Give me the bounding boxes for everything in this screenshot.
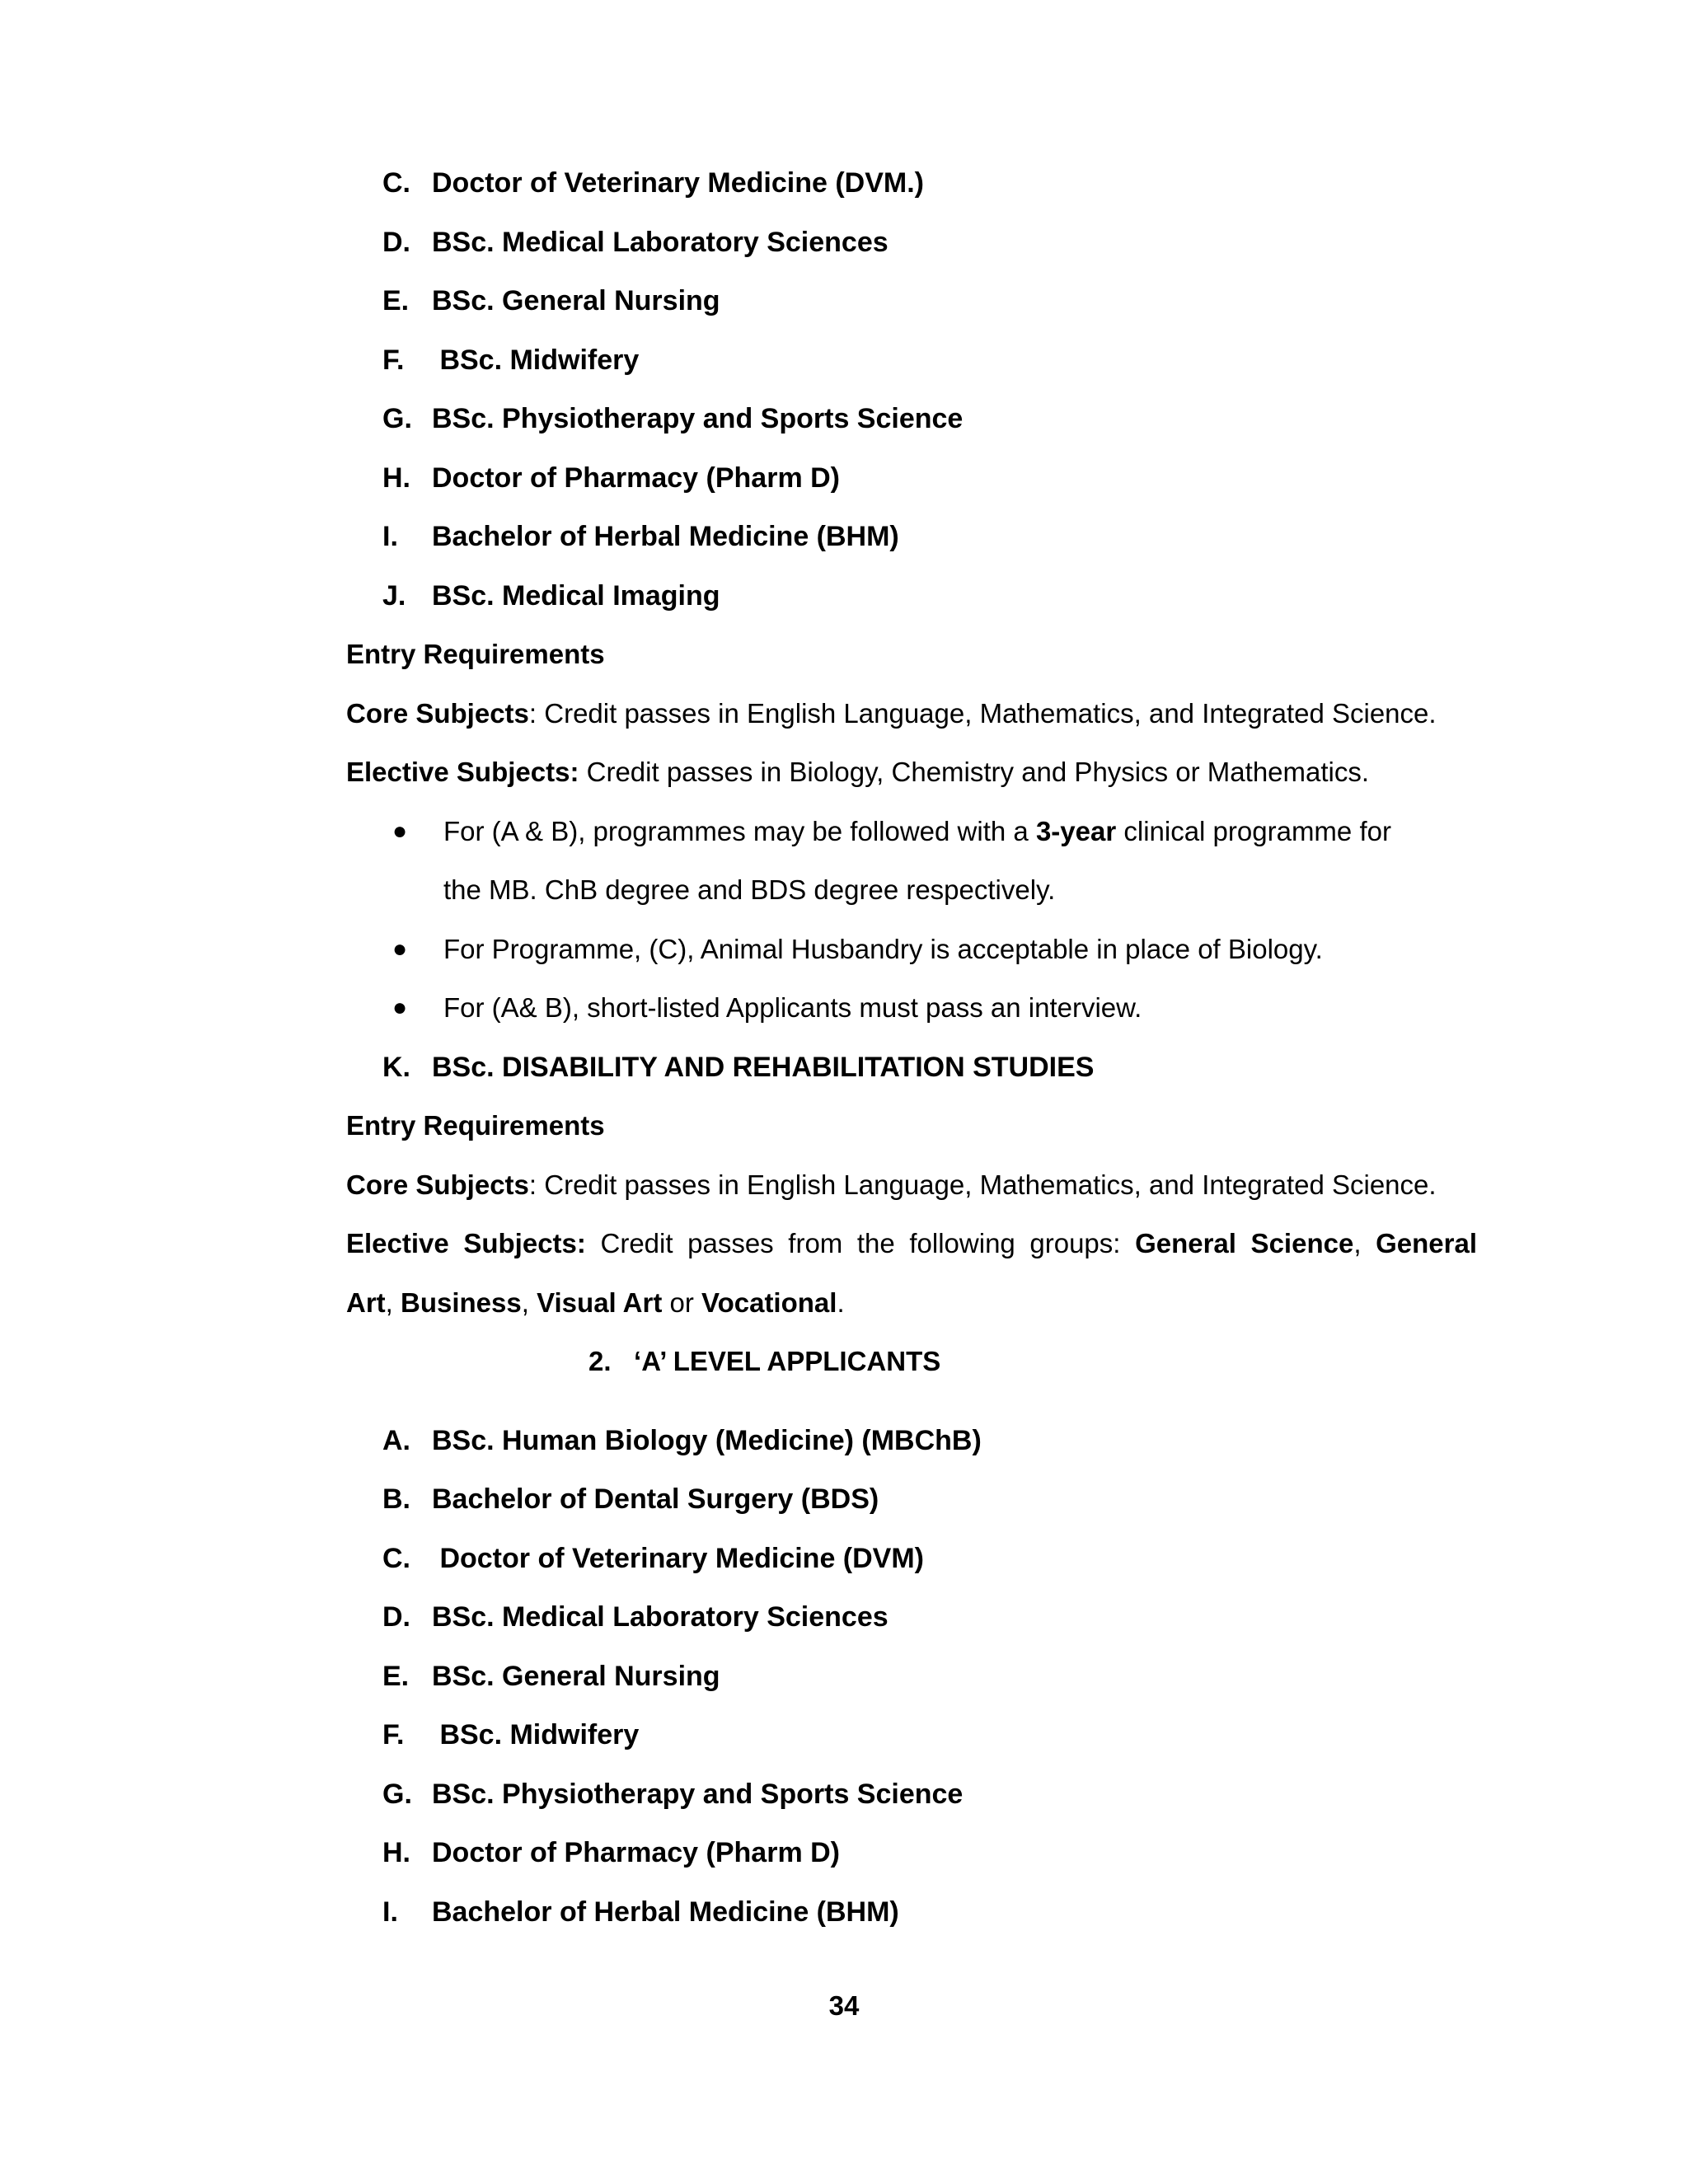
bullet-text: For Programme, (C), Animal Husbandry is acceptable in place of Biology. <box>443 934 1323 964</box>
item-title: BSc. Midwifery <box>432 1719 640 1750</box>
bullet-dot: ● <box>392 818 408 845</box>
item-letter: J. <box>382 580 406 612</box>
item-title: Doctor of Pharmacy (Pharm D) <box>432 462 840 494</box>
item-letter: D. <box>382 1601 410 1633</box>
item-title: Bachelor of Herbal Medicine (BHM) <box>432 1896 899 1928</box>
item-title: BSc. General Nursing <box>432 1661 720 1692</box>
item-letter: G. <box>382 1779 412 1810</box>
item-letter: B. <box>382 1483 410 1515</box>
item-letter: I. <box>382 1896 398 1928</box>
item-title: BSc. Medical Laboratory Sciences <box>432 1601 889 1633</box>
item-letter: A. <box>382 1425 410 1456</box>
item-letter: K. <box>382 1052 410 1083</box>
item-letter: C. <box>382 1543 410 1574</box>
bullet-dot: ● <box>392 994 408 1021</box>
item-letter: D. <box>382 227 410 258</box>
bullet-continuation: the MB. ChB degree and BDS degree respectively. <box>443 874 1056 905</box>
item-letter: F. <box>382 1719 405 1750</box>
item-letter: I. <box>382 521 398 552</box>
item-letter: C. <box>382 167 410 199</box>
item-letter: H. <box>382 462 410 494</box>
core-subjects-text: : Credit passes in English Language, Mathematics, and Integrated Science. <box>528 698 1437 729</box>
item-title: Bachelor of Dental Surgery (BDS) <box>432 1483 879 1515</box>
core-subjects-line <box>346 1169 1437 1202</box>
bullet-dot: ● <box>392 935 408 963</box>
item-letter: G. <box>382 403 412 434</box>
group-vocational: Vocational <box>701 1287 837 1318</box>
core-subjects-label: Core Subjects <box>346 1169 529 1200</box>
item-title: Doctor of Veterinary Medicine (DVM.) <box>432 167 924 199</box>
bullet-text: For (A & B), programmes may be followed with a 3-year clinical programme for <box>443 816 1391 846</box>
item-title: BSc. General Nursing <box>432 285 720 316</box>
a-level-heading: 2. ‘A’ LEVEL APPLICANTS <box>588 1346 941 1376</box>
item-letter: E. <box>382 285 410 316</box>
elective-subjects-line: Elective Subjects: Credit passes from the following groups: General Science, General <box>346 1228 1477 1258</box>
elective-subjects-continuation: Art, Business, Visual Art or Vocational. <box>346 1287 845 1318</box>
elective-subjects-line <box>346 756 1369 789</box>
item-title: BSc. Medical Laboratory Sciences <box>432 227 889 258</box>
elective-subjects-text: Credit passes in Biology, Chemistry and Physics or Mathematics. <box>579 757 1370 787</box>
item-letter: F. <box>382 344 405 376</box>
group-general-art-part1: General <box>1376 1228 1477 1258</box>
item-title: Doctor of Veterinary Medicine (DVM) <box>432 1543 924 1574</box>
core-subjects-line <box>346 697 1437 730</box>
page-number: 34 <box>828 1990 860 2021</box>
elective-subjects-text: Credit passes from the following groups: <box>585 1228 1136 1258</box>
item-title: BSc. Medical Imaging <box>432 580 720 612</box>
group-visual-art: Visual Art <box>537 1287 663 1318</box>
item-letter: H. <box>382 1837 410 1868</box>
group-business: Business <box>401 1287 522 1318</box>
group-general-science: General Science <box>1135 1228 1354 1258</box>
bullet-text: For (A& B), short-listed Applicants must pass an interview. <box>443 992 1142 1023</box>
item-title: Bachelor of Herbal Medicine (BHM) <box>432 521 899 552</box>
elective-subjects-label: Elective Subjects: <box>346 757 579 787</box>
item-title: BSc. Human Biology (Medicine) (MBChB) <box>432 1425 982 1456</box>
core-subjects-label: Core Subjects <box>346 698 529 729</box>
entry-requirements-heading: Entry Requirements <box>346 639 605 669</box>
item-letter: E. <box>382 1661 410 1692</box>
item-title: BSc. Midwifery <box>432 344 640 376</box>
group-general-art-part2: Art <box>346 1287 386 1318</box>
entry-requirements-heading: Entry Requirements <box>346 1110 605 1141</box>
item-title: BSc. DISABILITY AND REHABILITATION STUDIES <box>432 1052 1095 1083</box>
item-title: BSc. Physiotherapy and Sports Science <box>432 1779 964 1810</box>
core-subjects-text: : Credit passes in English Language, Mathematics, and Integrated Science. <box>528 1169 1437 1200</box>
item-title: Doctor of Pharmacy (Pharm D) <box>432 1837 840 1868</box>
elective-subjects-label: Elective Subjects: <box>346 1228 586 1258</box>
item-title: BSc. Physiotherapy and Sports Science <box>432 403 964 434</box>
